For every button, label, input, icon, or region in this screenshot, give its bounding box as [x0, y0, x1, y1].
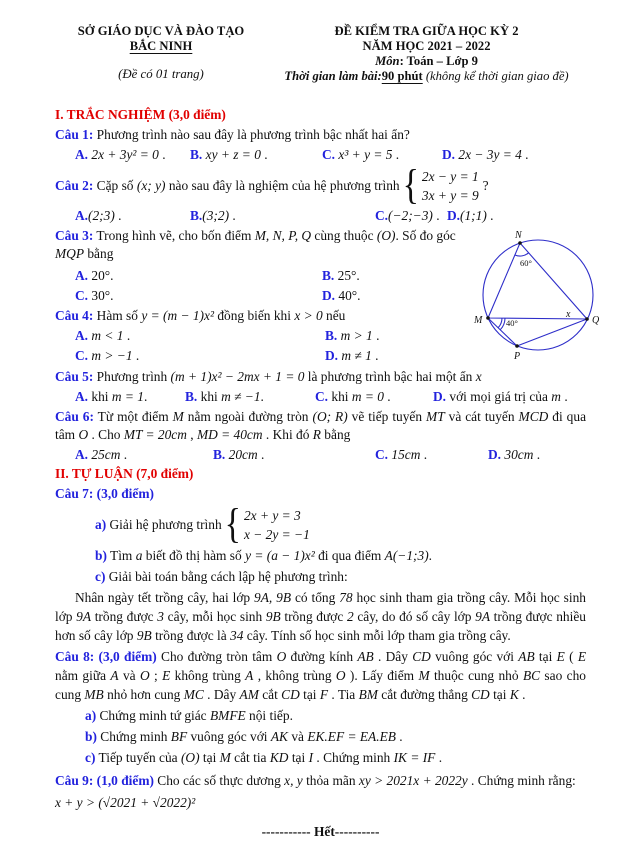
point-n-dot	[518, 241, 522, 245]
equation-system-q2: { 2x − y = 1 3x + y = 9	[402, 162, 479, 209]
question-5-options	[55, 388, 586, 406]
question-1: Câu 1: Phương trình nào sau đây là phương trình bậc nhất hai ẩn?	[55, 127, 410, 142]
option-c: C. khi m = 0 .	[315, 389, 391, 404]
question-6-stem: Từ một điểm M nằm ngoài đường tròn (O; R) vẽ tiếp tuyến MT và cát tuyến MCD đi qua tâm O . Cho MT = 20cm , MD = 40cm . Khi đó R bằng	[55, 409, 587, 442]
option-c: C. m > −1 .	[75, 348, 140, 363]
header-left	[55, 24, 267, 84]
option-c: C. 15cm .	[375, 447, 428, 462]
angle-q-label: x	[566, 309, 571, 320]
brace-icon: {	[402, 162, 419, 209]
option-a: A. m < 1 .	[75, 328, 131, 343]
option-c: C. 30°.	[75, 288, 114, 303]
question-9-formula: x + y > (√2021 + √2022)²	[55, 795, 196, 810]
question-7-word-problem: Nhân ngày tết trồng cây, hai lớp 9A, 9B có tổng 78 học sinh tham gia trồng cây. Mỗi học sinh lớp 9A trồng được 3 cây, mỗi học sinh 9B trồng được 2 cây, do đó số cây lớp 9A trồng được nhiều hơn số cây lớp 9B trồng được là 34 cây. Tính số học sinh mỗi lớp tham gia trồng cây.	[55, 590, 586, 643]
brace-icon: {	[224, 501, 241, 548]
header	[55, 24, 586, 84]
option-b: B. 20cm .	[213, 447, 265, 462]
option-c: C.(−2;−3) .	[375, 208, 440, 223]
question-2-suffix: ?	[482, 178, 489, 193]
option-b: B.(3;2) .	[190, 208, 236, 223]
question-8: Câu 8: (3,0 điểm) Cho đường tròn tâm O đường kính AB . Dây CD vuông góc với AB tại E ( E nằm giữa A và O ; E không trùng A , không trùng O ). Lấy điểm M thuộc cung nhỏ BC sao cho cung MB nhỏ hơn cung MC . Dây AM cắt CD tại F . Tia BM cắt đường thẳng CD tại K .	[55, 649, 586, 702]
question-9: Câu 9: (1,0 điểm) Cho các số thực dương x, y thỏa mãn xy > 2021x + 2022y . Chứng minh rằng:	[55, 773, 576, 788]
point-p-dot	[515, 344, 519, 348]
option-a: A.(2;3) .	[75, 208, 122, 223]
question-2-stem: Câu 2: Cặp số (x; y) nào sau đây là nghiệm của hệ phương trình	[55, 178, 400, 193]
question-3: Câu 3: Trong hình vẽ, cho bốn điểm M, N, P, Q cùng thuộc (O). Số đo góc MQP bằng	[55, 228, 456, 261]
question-5: Câu 5: Phương trình (m + 1)x² − 2mx + 1 = 0 là phương trình bậc hai một ẩn x	[55, 369, 482, 384]
question-2-options	[55, 207, 586, 225]
option-d: D. 40°.	[322, 288, 361, 303]
question-3-4-block	[55, 227, 600, 366]
lines-mp-pq	[488, 318, 587, 346]
circle-diagram	[473, 227, 607, 365]
page-note: (Đề có 01 trang)	[118, 67, 204, 81]
question-7c: c) Giải bài toán bằng cách lập hệ phương trình:	[95, 569, 348, 584]
circle-o	[483, 240, 593, 350]
option-c: C. x³ + y = 5 .	[322, 147, 400, 162]
exam-title: ĐỀ KIỂM TRA GIỮA HỌC KỲ 2	[334, 24, 519, 38]
option-d: D. 2x − 3y = 4 .	[442, 147, 529, 162]
question-5-stem: Phương trình (m + 1)x² − 2mx + 1 = 0 là phương trình bậc hai một ẩn x	[93, 369, 482, 384]
option-b: B. m > 1 .	[325, 328, 380, 343]
angle-n-label: 60°	[520, 258, 532, 268]
equation-system-q7a: { 2x + y = 3 x − 2y = −1	[224, 501, 310, 548]
option-b: B. xy + z = 0 .	[190, 147, 268, 162]
question-9-stem: Cho các số thực dương x, y thỏa mãn xy > 2021x + 2022y . Chứng minh rằng:	[153, 773, 576, 788]
question-8c: c) Tiếp tuyến của (O) tại M cắt tia KD tại I . Chứng minh IK = IF .	[85, 750, 443, 765]
option-b: B. 25°.	[322, 268, 360, 283]
question-8b: b) Chứng minh BF vuông góc với AK và EK.EF = EA.EB .	[85, 729, 403, 744]
department-name: SỞ GIÁO DỤC VÀ ĐÀO TẠO	[77, 24, 245, 38]
option-a: A. 25cm .	[75, 447, 128, 462]
subject-line: Môn: Toán – Lớp 9	[375, 54, 478, 68]
school-year: NĂM HỌC 2021 – 2022	[362, 39, 491, 53]
question-1-options	[55, 146, 586, 164]
point-q-label: Q	[592, 315, 600, 326]
option-d: D.(1;1) .	[447, 208, 494, 223]
question-2	[55, 162, 586, 209]
question-4-stem: Hàm số y = (m − 1)x² đồng biến khi x > 0 nếu	[93, 308, 346, 323]
question-8a: a) Chứng minh tứ giác BMFE nội tiếp.	[85, 708, 293, 723]
option-b: B. khi m ≠ −1.	[185, 389, 264, 404]
angle-arc-n	[515, 253, 529, 256]
triangle-nmq	[488, 243, 587, 319]
option-a: A. khi m = 1.	[75, 389, 148, 404]
angle-arc-m1	[498, 318, 502, 328]
option-d: D. với mọi giá trị của m .	[433, 389, 568, 404]
angle-m-label: 40°	[506, 318, 518, 328]
province-name: BẮC NINH	[129, 39, 193, 53]
point-n-label: N	[515, 230, 522, 241]
question-8-stem: Cho đường tròn tâm O đường kính AB . Dây CD vuông góc với AB tại E ( E nằm giữa A và O ; E không trùng A , không trùng O ). Lấy điểm M thuộc cung nhỏ BC sao cho cung MB nhỏ hơn cung MC . Dây AM cắt CD tại F . Tia BM cắt đường thẳng CD tại K .	[55, 649, 586, 702]
question-3-options-row-1	[55, 267, 467, 285]
end-marker: ----------- Hết----------	[261, 824, 380, 839]
question-4-options-row-1	[55, 327, 467, 345]
time-line: Thời gian làm bài:90 phút (không kể thời gian giao đề)	[284, 69, 569, 83]
question-4-options-row-2	[55, 347, 467, 365]
section-2-heading: II. TỰ LUẬN (7,0 điểm)	[55, 466, 194, 481]
section-1-heading: I. TRẮC NGHIỆM (3,0 điểm)	[55, 107, 226, 122]
point-p-label: P	[514, 351, 521, 362]
question-7b: b) Tìm a biết đồ thị hàm số y = (a − 1)x² đi qua điểm A(−1;3).	[95, 548, 433, 563]
question-6-options	[55, 446, 586, 464]
option-d: D. 30cm .	[488, 447, 541, 462]
question-3-stem: Trong hình vẽ, cho bốn điểm M, N, P, Q cùng thuộc (O). Số đo góc MQP bằng	[55, 228, 456, 261]
point-m-dot	[486, 316, 490, 320]
question-3-options-row-2	[55, 287, 467, 305]
question-6: Câu 6: Từ một điểm M nằm ngoài đường tròn (O; R) vẽ tiếp tuyến MT và cát tuyến MCD đi qua tâm O . Cho MT = 20cm , MD = 40cm . Khi đó R bằng	[55, 409, 587, 442]
option-a: A. 2x + 3y² = 0 .	[75, 147, 166, 162]
question-7a: a) Giải hệ phương trình { 2x + y = 3 x − 2y = −1	[95, 501, 310, 548]
header-right	[267, 24, 586, 84]
point-m-label: M	[474, 315, 483, 326]
question-1-stem: Phương trình nào sau đây là phương trình bậc nhất hai ẩn?	[93, 127, 410, 142]
point-q-dot	[585, 317, 589, 321]
question-7-label: Câu 7: (3,0 điểm)	[55, 486, 154, 501]
option-d: D. m ≠ 1 .	[325, 348, 379, 363]
question-4: Câu 4: Hàm số y = (m − 1)x² đồng biến khi x > 0 nếu	[55, 308, 346, 323]
option-a: A. 20°.	[75, 268, 114, 283]
